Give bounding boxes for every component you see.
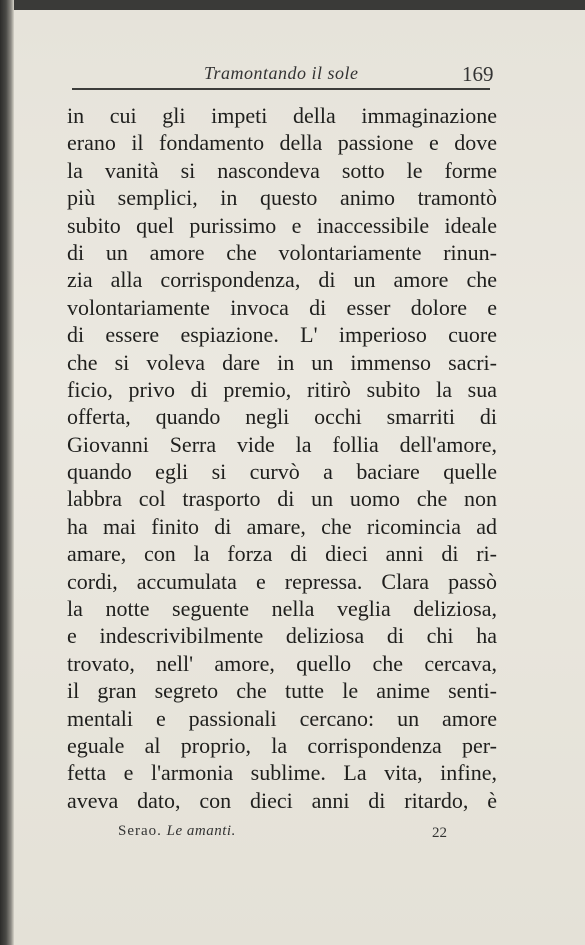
text-line: la notte seguente nella veglia deliziosa, (67, 596, 497, 622)
text-line: di un amore che volontariamente rinun- (67, 239, 497, 265)
text-line: subito quel purissimo e inaccessibile ideale (67, 212, 497, 238)
text-line: erano il fondamento della passione e dove (67, 130, 497, 156)
text-line: trovato, nell' amore, quello che cercava, (67, 650, 497, 676)
text-line: eguale al proprio, la corrispondenza per- (67, 732, 497, 758)
text-line: di essere espiazione. L' imperioso cuore (67, 322, 497, 348)
text-line: più semplici, in questo animo tramontò (67, 185, 497, 211)
text-line: Giovanni Serra vide la follia dell'amore, (67, 431, 497, 457)
text-line: offerta, quando negli occhi smarriti di (67, 404, 497, 430)
text-line: aveva dato, con dieci anni di ritardo, è (67, 787, 497, 813)
body-text (67, 102, 497, 814)
running-title: Tramontando il sole (204, 63, 359, 83)
text-line: quando egli si curvò a baciare quelle (67, 459, 497, 485)
scan-top-edge (0, 0, 585, 10)
signature-footer (14, 815, 585, 845)
text-line: e indescrivibilmente deliziosa di chi ha (67, 623, 497, 649)
text-line: ha mai finito di amare, che ricomincia ad (67, 513, 497, 539)
work-title: Le amanti. (166, 823, 236, 839)
header-rule (72, 88, 490, 90)
text-line: zia alla corrispondenza, di un amore che (67, 267, 497, 293)
text-line: volontariamente invoca di esser dolore e (67, 294, 497, 320)
signature-line (118, 823, 236, 840)
text-line: cordi, accumulata e repressa. Clara passò (67, 568, 497, 594)
text-line: la vanità si nascondeva sotto le forme (67, 157, 497, 183)
text-line: il gran segreto che tutte le anime senti- (67, 678, 497, 704)
text-line: in cui gli impeti della immaginazione (67, 103, 497, 128)
text-line: che si voleva dare in un immenso sacri- (67, 349, 497, 375)
page-number: 169 (462, 62, 494, 86)
text-line: labbra col trasporto di un uomo che non (67, 486, 497, 512)
text-line: amare, con la forza di dieci anni di ri- (67, 541, 497, 567)
author-name: Serao. (118, 823, 162, 839)
text-line: mentali e passionali cercano: un amore (67, 705, 497, 731)
text-line: ficio, privo di premio, ritirò subito la sua (67, 376, 497, 402)
text-line: fetta e l'armonia sublime. La vita, infine, (67, 760, 497, 786)
signature-mark: 22 (432, 825, 447, 841)
book-binding-edge (0, 0, 14, 945)
running-head (14, 10, 585, 90)
